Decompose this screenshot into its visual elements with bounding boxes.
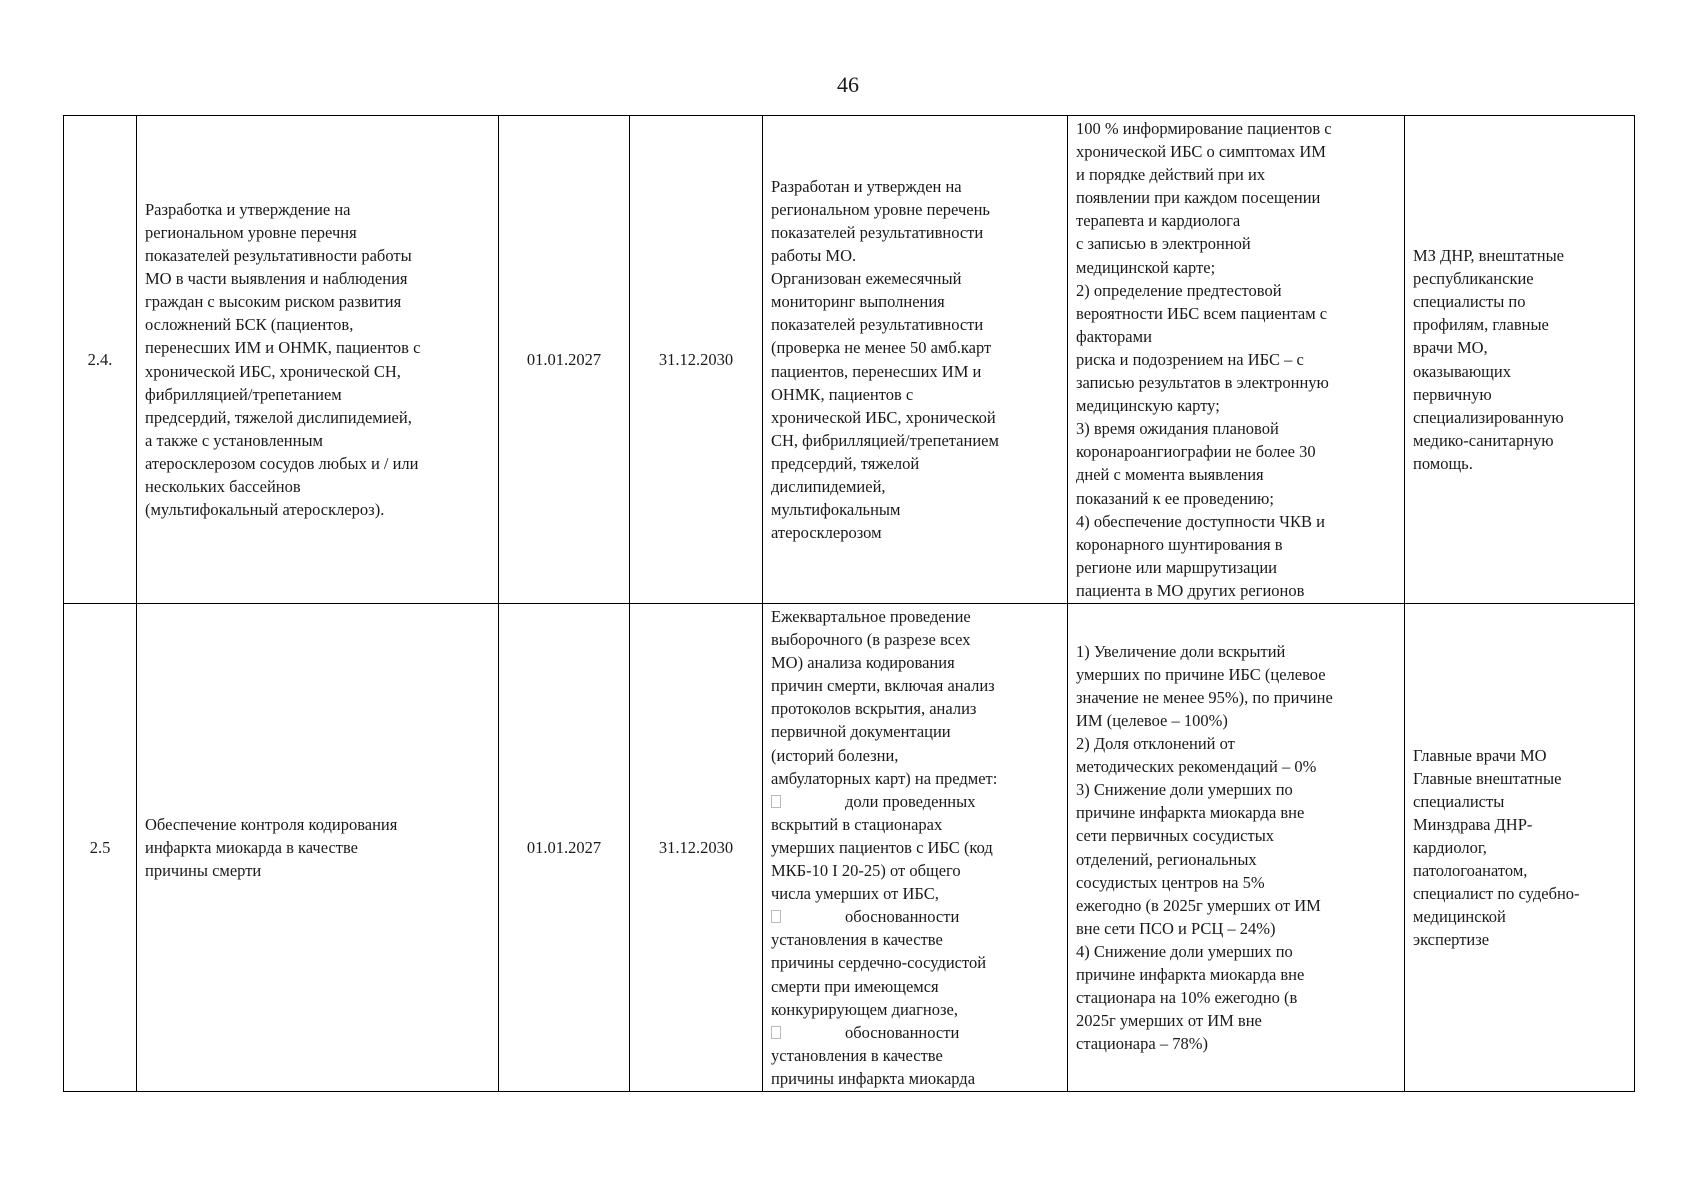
text-line: специализированную xyxy=(1413,407,1564,427)
result-cell xyxy=(763,604,1068,1092)
responsible-text xyxy=(1413,744,1626,952)
text-line: появлении при каждом посещении xyxy=(1076,188,1321,208)
text-line: региональном уровне перечня xyxy=(145,222,357,242)
text-line: мониторинг выполнения xyxy=(771,292,945,312)
text-line: Организован ежемесячный xyxy=(771,269,962,289)
text-line: (мультифокальный атеросклероз). xyxy=(145,500,385,520)
text-line: умерших пациентов с ИБС (код xyxy=(771,837,993,857)
page-number: 46 xyxy=(837,72,859,97)
text-line: нескольких бассейнов xyxy=(145,476,301,496)
text-line: а также с установленным xyxy=(145,430,323,450)
bullet-box-icon xyxy=(771,795,781,808)
event-text xyxy=(145,198,490,521)
text-line: экспертизе xyxy=(1413,930,1490,950)
table-row xyxy=(64,116,1635,604)
result-cell xyxy=(763,116,1068,604)
text-line: врачи МО, xyxy=(1413,338,1488,358)
indicators-text xyxy=(1076,117,1396,602)
text-line: методических рекомендаций – 0% xyxy=(1076,757,1317,777)
text-line: (историй болезни, xyxy=(771,745,899,765)
text-line: инфаркта миокарда в качестве xyxy=(145,837,359,857)
text-line: значение не менее 95%), по причине xyxy=(1076,687,1333,707)
text-line: мультифокальным xyxy=(771,500,901,520)
text-line: (проверка не менее 50 амб.карт xyxy=(771,338,992,358)
event-cell xyxy=(137,116,499,604)
result-text xyxy=(771,175,1059,545)
text-line: СН, фибрилляцией/трепетанием xyxy=(771,430,999,450)
bullet-item xyxy=(771,905,1059,928)
text-line: числа умерших от ИБС, xyxy=(771,884,939,904)
text-line: причины смерти xyxy=(145,861,262,881)
text-line: МКБ-10 I 20-25) от общего xyxy=(771,861,961,881)
responsible-cell xyxy=(1405,116,1635,604)
text-line: показателей результативности xyxy=(771,222,984,242)
text-line: Главные врачи МО xyxy=(1413,745,1547,765)
text-line: предсердий, тяжелой xyxy=(771,453,920,473)
end-date: 31.12.2030 xyxy=(630,116,763,604)
text-line: и порядке действий при их xyxy=(1076,165,1266,185)
text-line: кардиолог, xyxy=(1413,837,1487,857)
text-line: риска и подозрением на ИБС – с xyxy=(1076,349,1304,369)
text-line: 2) определение предтестовой xyxy=(1076,280,1282,300)
bullet-text: обоснованности xyxy=(845,907,960,927)
text-line: медицинскую карту; xyxy=(1076,396,1220,416)
text-line: вероятности ИБС всем пациентам с xyxy=(1076,303,1328,323)
text-line: записью результатов в электронную xyxy=(1076,373,1329,393)
text-line: отделений, региональных xyxy=(1076,849,1257,869)
text-line: причине инфаркта миокарда вне xyxy=(1076,964,1305,984)
text-line: оказывающих xyxy=(1413,361,1511,381)
text-line: ежегодно (в 2025г умерших от ИМ xyxy=(1076,895,1321,915)
text-line: причин смерти, включая анализ xyxy=(771,676,995,696)
bullet-item xyxy=(771,1021,1059,1044)
text-line: Минздрава ДНР- xyxy=(1413,814,1533,834)
text-line: вне сети ПСО и РСЦ – 24%) xyxy=(1076,918,1276,938)
text-line: Ежеквартальное проведение xyxy=(771,607,971,627)
text-line: хронической ИБС, хронической СН, xyxy=(145,361,401,381)
text-line: дней с момента выявления xyxy=(1076,465,1264,485)
text-line: ИМ (целевое – 100%) xyxy=(1076,710,1228,730)
table-row xyxy=(64,604,1635,1092)
text-line: факторами xyxy=(1076,326,1152,346)
text-line: атеросклерозом сосудов любых и / или xyxy=(145,453,419,473)
event-cell xyxy=(137,604,499,1092)
text-line: сосудистых центров на 5% xyxy=(1076,872,1265,892)
indicators-cell xyxy=(1068,604,1405,1092)
text-line: дислипидемией, xyxy=(771,476,886,496)
text-line: граждан с высоким риском развития xyxy=(145,292,402,312)
text-line: перенесших ИМ и ОНМК, пациентов с xyxy=(145,338,421,358)
text-line: специалисты по xyxy=(1413,292,1526,312)
text-line: пациентов, перенесших ИМ и xyxy=(771,361,982,381)
text-line: осложнений БСК (пациентов, xyxy=(145,315,354,335)
text-line: причины сердечно-сосудистой xyxy=(771,953,987,973)
text-line: патологоанатом, xyxy=(1413,861,1528,881)
text-line: МО) анализа кодирования xyxy=(771,653,955,673)
indicators-text xyxy=(1076,640,1396,1056)
text-line: Главные внештатные xyxy=(1413,768,1562,788)
row-number: 2.5 xyxy=(64,604,137,1092)
text-line: 3) Снижение доли умерших по xyxy=(1076,780,1293,800)
text-line: 100 % информирование пациентов с xyxy=(1076,119,1332,139)
text-line: 4) обеспечение доступности ЧКВ и xyxy=(1076,511,1325,531)
result-bullets xyxy=(771,790,1059,1090)
plan-table xyxy=(63,115,1635,1092)
text-line: медицинской карте; xyxy=(1076,257,1216,277)
text-line: ОНМК, пациентов с xyxy=(771,384,914,404)
text-line: показаний к ее проведению; xyxy=(1076,488,1274,508)
responsible-cell xyxy=(1405,604,1635,1092)
text-line: хронической ИБС, хронической xyxy=(771,407,996,427)
text-line: 2) Доля отклонений от xyxy=(1076,734,1235,754)
text-line: первичную xyxy=(1413,384,1492,404)
bullet-item xyxy=(771,790,1059,813)
text-line: стационара на 10% ежегодно (в xyxy=(1076,988,1298,1008)
text-line: работы МО. xyxy=(771,246,857,266)
text-line: 1) Увеличение доли вскрытий xyxy=(1076,641,1286,661)
text-line: терапевта и кардиолога xyxy=(1076,211,1241,231)
text-line: выборочного (в разрезе всех xyxy=(771,630,971,650)
result-intro-text xyxy=(771,605,1059,790)
text-line: Разработка и утверждение на xyxy=(145,199,351,219)
text-line: показателей результативности xyxy=(771,315,984,335)
text-line: специалисты xyxy=(1413,791,1505,811)
text-line: хронической ИБС о симптомах ИМ xyxy=(1076,142,1326,162)
text-line: стационара – 78%) xyxy=(1076,1034,1208,1054)
text-line: атеросклерозом xyxy=(771,523,882,543)
start-date: 01.01.2027 xyxy=(499,116,630,604)
end-date: 31.12.2030 xyxy=(630,604,763,1092)
text-line: умерших по причине ИБС (целевое xyxy=(1076,664,1326,684)
text-line: установления в качестве xyxy=(771,1045,943,1065)
text-line: коронароангиографии не более 30 xyxy=(1076,442,1316,462)
text-line: сети первичных сосудистых xyxy=(1076,826,1275,846)
text-line: Разработан и утвержден на xyxy=(771,176,962,196)
text-line: 2025г умерших от ИМ вне xyxy=(1076,1011,1262,1031)
text-line: причине инфаркта миокарда вне xyxy=(1076,803,1305,823)
text-line: показателей результативности работы xyxy=(145,246,412,266)
text-line: фибрилляцией/трепетанием xyxy=(145,384,342,404)
row-number: 2.4. xyxy=(64,116,137,604)
text-line: первичной документации xyxy=(771,722,951,742)
text-line: медико-санитарную xyxy=(1413,430,1554,450)
text-line: установления в качестве xyxy=(771,930,943,950)
text-line: МО в части выявления и наблюдения xyxy=(145,269,408,289)
text-line: специалист по судебно- xyxy=(1413,884,1580,904)
bullet-text: доли проведенных xyxy=(845,791,976,811)
text-line: медицинской xyxy=(1413,907,1506,927)
text-line: вскрытий в стационарах xyxy=(771,814,943,834)
responsible-text xyxy=(1413,244,1626,475)
text-line: республиканские xyxy=(1413,269,1534,289)
text-line: МЗ ДНР, внештатные xyxy=(1413,246,1565,266)
event-text xyxy=(145,813,490,882)
bullet-box-icon xyxy=(771,1026,781,1039)
text-line: амбулаторных карт) на предмет: xyxy=(771,768,998,788)
text-line: предсердий, тяжелой дислипидемией, xyxy=(145,407,412,427)
text-line: протоколов вскрытия, анализ xyxy=(771,699,977,719)
text-line: конкурирующем диагнозе, xyxy=(771,999,958,1019)
text-line: коронарного шунтирования в xyxy=(1076,534,1283,554)
bullet-text: обоснованности xyxy=(845,1022,960,1042)
text-line: пациента в МО других регионов xyxy=(1076,580,1305,600)
text-line: с записью в электронной xyxy=(1076,234,1251,254)
text-line: регионе или маршрутизации xyxy=(1076,557,1277,577)
text-line: 4) Снижение доли умерших по xyxy=(1076,941,1293,961)
text-line: причины инфаркта миокарда xyxy=(771,1068,976,1088)
text-line: региональном уровне перечень xyxy=(771,199,990,219)
text-line: смерти при имеющемся xyxy=(771,976,939,996)
text-line: профилям, главные xyxy=(1413,315,1549,335)
bullet-box-icon xyxy=(771,910,781,923)
text-line: Обеспечение контроля кодирования xyxy=(145,814,398,834)
text-line: 3) время ожидания плановой xyxy=(1076,419,1279,439)
text-line: помощь. xyxy=(1413,453,1473,473)
indicators-cell xyxy=(1068,116,1405,604)
start-date: 01.01.2027 xyxy=(499,604,630,1092)
